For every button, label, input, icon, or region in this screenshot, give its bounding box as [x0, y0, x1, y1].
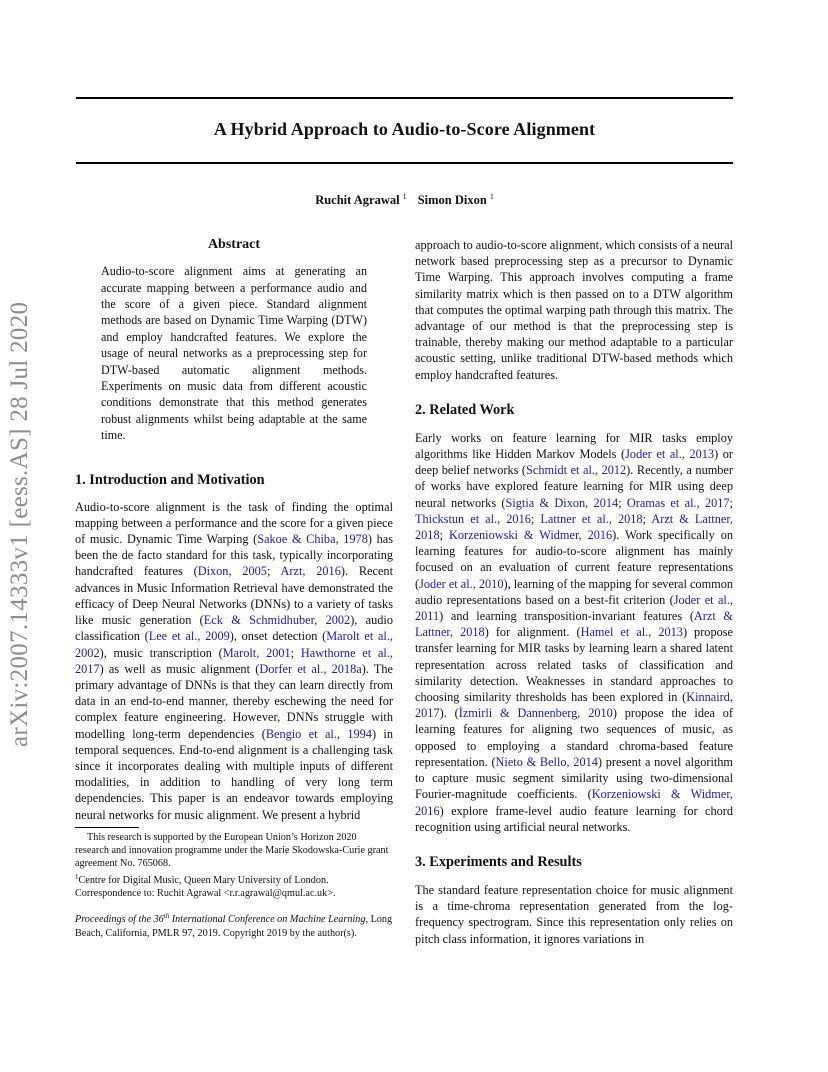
- body-text: ;: [266, 564, 281, 579]
- author-2: [418, 193, 494, 207]
- related-work-paragraph: [415, 430, 733, 835]
- citation-link[interactable]: Lee et al., 2009: [148, 629, 230, 644]
- affiliation-mark: 1: [402, 192, 407, 201]
- footnote-rule: [75, 827, 139, 828]
- footnotes: [75, 831, 393, 940]
- body-text: ) for alignment. (: [484, 625, 581, 640]
- body-text: ). The primary advantage of DNNs is that they can learn directly from data in an end-to-end manner, thereby eschewing the need for complex feature engineering. However, DNNs struggle with modelling long-term dependencies (: [75, 661, 394, 741]
- body-text: ). Recent advances in Music Information Retrieval have demonstrated the efficacy of Deep Neural Networks (DNNs) to a variety of tasks like music generation (: [75, 564, 393, 628]
- proceedings-venue: International Conference on Machine Learning: [169, 914, 366, 926]
- affiliation-footnote-mark: 1: [75, 872, 79, 881]
- body-text: ) has been the de facto standard for this task, typically incorporating handcrafted features (: [75, 532, 393, 579]
- proceedings-prefix: Proceedings of the 36: [75, 914, 164, 926]
- body-text: ;: [530, 511, 541, 526]
- body-text: Audio-to-score alignment is the task of finding the optimal mapping between a performance and the score for a given piece of music. Dynamic Time Warping (: [75, 499, 393, 547]
- citation-link[interactable]: Lattner et al., 2018: [540, 511, 643, 526]
- citation-link[interactable]: Korzeniowski & Widmer, 2016: [448, 528, 613, 543]
- citation-link[interactable]: İzmirli & Dannenberg, 2010: [458, 706, 613, 721]
- body-text: ) as well as music alignment (: [99, 661, 260, 676]
- author-name: Ruchit Agrawal: [315, 193, 400, 207]
- section-heading-related-work: 2. Related Work: [415, 401, 515, 418]
- intro-paragraph-continued: approach to audio-to-score alignment, which consists of a neural network based preprocessing step as a precursor to Dynamic Time Warping. This approach involves computing a frame similarity matrix which is then passed on to a DTW algorithm that computes the optimal warping path through this matrix. The advantage of our method is that the preprocessing step is trainable, thereby making our method adaptable to a particular acoustic setting, unlike traditional DTW-based methods which employ handcrafted features.: [415, 238, 733, 382]
- citation-link[interactable]: Marolt et al., 2002: [75, 629, 393, 660]
- proceedings-note: [75, 910, 393, 940]
- citation-link[interactable]: Thickstun et al., 2016: [415, 511, 531, 526]
- paper-title: A Hybrid Approach to Audio-to-Score Alignment: [213, 119, 596, 139]
- body-text: ;: [642, 511, 652, 526]
- title-bottom-rule: [76, 162, 733, 164]
- body-text: ) or deep belief networks (: [415, 447, 733, 478]
- citation-link[interactable]: Joder et al., 2010: [419, 576, 504, 591]
- body-text: ), audio classification (: [75, 613, 393, 644]
- body-text: Early works on feature learning for MIR tasks employ algorithms like Hidden Markov Models (: [415, 430, 733, 462]
- intro-paragraph: [75, 499, 393, 823]
- author-list: [76, 192, 733, 208]
- body-text: ) propose transfer learning for MIR tasks by learning learn a shared latent representation across related tasks of classification and similarity detection. Weaknesses in standard approaches to choosing similarity thresholds has been explored in (: [415, 625, 733, 705]
- body-text: ;: [729, 495, 733, 510]
- citation-link[interactable]: Dorfer et al., 2018a: [259, 661, 362, 676]
- proceedings-rest: , Long Beach, California, PMLR 97, 2019. Copyright 2019 by the author(s).: [75, 914, 393, 939]
- abstract-heading: Abstract: [207, 237, 261, 252]
- citation-link[interactable]: Oramas et al., 2017: [626, 495, 730, 510]
- citation-link[interactable]: Arzt & Lattner, 2018: [415, 511, 734, 543]
- proceedings-ordinal: th: [163, 912, 170, 921]
- citation-link[interactable]: Nieto & Bello, 2014: [495, 754, 598, 769]
- body-text: ), music transcription (: [99, 645, 223, 660]
- author-name: Simon Dixon: [417, 193, 487, 207]
- citation-link[interactable]: Hamel et al., 2013: [580, 625, 683, 640]
- affiliation-footnote-text: Centre for Digital Music, Queen Mary University of London. Correspondence to: Ruchit Agrawal <r.r.agrawal@qmul.ac.uk>.: [75, 874, 336, 899]
- citation-link[interactable]: Joder et al., 2011: [415, 592, 734, 624]
- body-text: ) and learning transposition-invariant features (: [439, 609, 694, 624]
- left-column: [75, 237, 393, 940]
- citation-link[interactable]: Bengio et al., 1994: [265, 726, 372, 741]
- section-heading-intro: 1. Introduction and Motivation: [75, 471, 265, 488]
- citation-link[interactable]: Hawthorne et al., 2017: [75, 645, 393, 676]
- body-text: ), learning of the mapping for several common audio representations based on a best-fit criterion (: [415, 576, 733, 607]
- citation-link[interactable]: Schmidt et al., 2012: [526, 463, 627, 478]
- affiliation-mark: 1: [489, 192, 494, 201]
- citation-link[interactable]: Marolt, 2001: [222, 645, 291, 660]
- affiliation-footnote: [75, 871, 393, 901]
- experiments-paragraph: The standard feature representation choice for music alignment is a time-chroma representation generated from the log-frequency spectrogram. Since this representation only relies on pitch class information, it ignores variations in: [415, 882, 733, 946]
- citation-link[interactable]: Arzt, 2016: [280, 564, 341, 579]
- right-column: [415, 237, 733, 947]
- funding-footnote: This research is supported by the European Union’s Horizon 2020 research and innovation programme under the Marie Skodowska-Curie grant agreement No. 765068.: [75, 831, 389, 870]
- citation-link[interactable]: Sakoe & Chiba, 1978: [257, 532, 368, 547]
- citation-link[interactable]: Korzeniowski & Widmer, 2016: [415, 787, 734, 818]
- citation-link[interactable]: Kinnaird, 2017: [415, 690, 733, 721]
- body-text: ;: [439, 528, 449, 543]
- citation-link[interactable]: Dixon, 2005: [197, 564, 267, 579]
- section-heading-experiments: 3. Experiments and Results: [415, 853, 582, 870]
- body-text: ;: [290, 645, 301, 660]
- body-text: ) explore frame-level audio feature learning for chord recognition using artificial neural networks.: [415, 803, 733, 834]
- body-text: ) present a novel algorithm to capture music segment similarity using two-dimensional Fourier-magnitude coefficients. (: [415, 754, 733, 802]
- body-text: ) propose the idea of learning features for aligning two sequences of music, as opposed to employing a standard chroma-based feature representation. (: [415, 706, 733, 769]
- body-text: ;: [618, 495, 627, 510]
- arxiv-stamp: arXiv:2007.14333v1 [eess.AS] 28 Jul 2020: [6, 301, 33, 747]
- citation-link[interactable]: Joder et al., 2013: [625, 447, 715, 462]
- citation-link[interactable]: Arzt & Lattner, 2018: [415, 609, 733, 640]
- body-text: ), onset detection (: [229, 629, 327, 644]
- body-text: ). Work specifically on learning features for audio-to-score alignment has mainly focused on an evaluation of current feature representations (: [415, 528, 733, 591]
- body-text: ) in temporal sequences. End-to-end alignment is a challenging task since it incorporates dealing with multiple inputs of different modalities, in addition to handling of very long term dependencies. This paper is an endeavor towards employing neural networks for music alignment. We present a hybrid: [75, 726, 393, 822]
- citation-link[interactable]: Eck & Schmidhuber, 2002: [203, 613, 351, 628]
- body-text: ). (: [439, 706, 459, 721]
- title-top-rule: [76, 97, 733, 99]
- author-1: [315, 193, 406, 207]
- abstract-text: Audio-to-score alignment aims at generating an accurate mapping between a performance audio and the score of a given piece. Standard alignment methods are based on Dynamic Time Warping (DTW) and employ handcrafted features. We explore the usage of neural networks as a preprocessing step for DTW-based automatic alignment methods. Experiments on music data from different acoustic conditions demonstrate that this method generates robust alignments whilst being adaptable at the same time.: [101, 264, 367, 443]
- citation-link[interactable]: Sigtia & Dixon, 2014: [505, 495, 619, 510]
- body-text: ). Recently, a number of works have explored feature learning for MIR using deep neural networks (: [415, 463, 733, 510]
